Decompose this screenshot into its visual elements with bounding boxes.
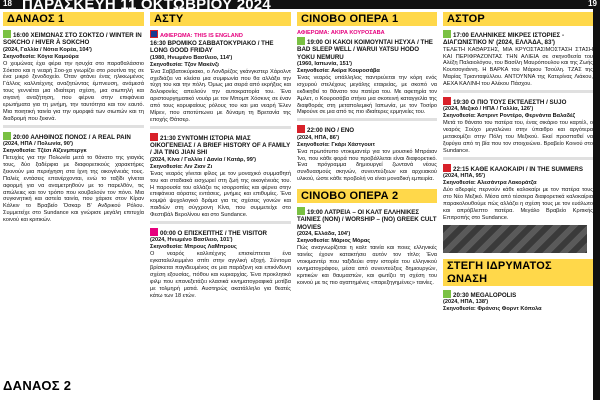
green-square-icon <box>3 132 11 140</box>
screening-entry <box>443 164 593 222</box>
screening-title: 21:30 ΣΥΝΤΟΜΗ ΙΣΤΟΡΙΑ ΜΙΑΣ ΟΙΚΟΓΕΝΕΙΑΣ / A BRIEF HISTORY OF A FAMILY / JIA TING JIAN SHI <box>150 134 291 157</box>
screening-entry <box>297 207 437 286</box>
film-still-image <box>443 225 587 253</box>
screening-meta: (1980, Ηνωμένο Βασίλειο, 114') <box>150 54 233 61</box>
screening-title: 22:00 ΙΝΟ / ENO <box>307 127 355 135</box>
divider <box>150 221 291 224</box>
section-title-cinobo2: CINOBO ΟΠΕΡΑ 2 <box>297 189 437 203</box>
screening-synopsis: Μετά το θάνατο του πατέρα του, ένας σικάριο του καρτέλ, ο νεαρός Σούχο μεγαλώνει στην ύπαιθρο και αργότερα μετακομίζει στην Πόλη του Μεξικού. Εκεί προσπαθεί να ξεφύγει από τη βία που τον στοιχειώνει. Βραβείο Κοινού στο Sundance. <box>443 120 593 154</box>
green-square-icon <box>3 30 11 38</box>
red-square-icon <box>150 133 158 141</box>
page-number-right: 19 <box>588 0 597 8</box>
screening-title: 17:00 ΕΛΛΗΝΙΚΕΣ ΜΙΚΡΕΣ ΙΣΤΟΡΙΕΣ - ΔΙΑΓΩΝΙΣΤΙΚΟ Ν' (2024, ΕΛΛΆΔΑ, 83') <box>443 32 565 47</box>
screening-meta: (2024, Γαλλία / Νότια Κορέα, 104') <box>3 46 92 53</box>
section-title-asty: ΑΣΤΥ <box>150 12 291 26</box>
green-square-icon <box>297 37 305 45</box>
section-title-danaos1: ΔΑΝΑΟΣ 1 <box>3 12 144 26</box>
screening-meta: (2024, Κίνα / Γαλλία / Δανία / Κατάρ, 99') <box>150 156 257 163</box>
screening-meta: (2024, ΗΠΑ, 95') <box>443 173 486 180</box>
screening-title: 19:00 ΛΑΤΡΕΙΑ – ΟΙ ΚΑΛΤ ΕΛΛΗΝΙΚΕΣ ΤΑΙΝΙΕΣ (ΝΟΝ) / WORSHIP – (NO) GREEK CULT MOVIES <box>297 209 437 231</box>
screening-meta: (2024, ΗΠΑ, 138') <box>443 298 489 305</box>
tribute-label: ΑΦΙΕΡΩΜΑ: THIS IS ENGLAND <box>160 33 243 39</box>
divider <box>3 125 144 128</box>
screening-entry <box>443 290 593 313</box>
screening-director: Σκηνοθεσία: Λιν Ζιαν Ζι <box>150 163 213 170</box>
divider <box>297 118 437 121</box>
screening-synopsis: Ο νεαρός καλλιτέχνης επισκέπτεται ένα εγκαταλελειμμένο σπίτι στην αγγλική εξοχή. Σύντομα βρίσκεται παγιδευμένος σε μια παράξενη και επικίνδυνη σχέση εξουσίας, πόθου και κυριαρχίας. Ένα προκλητικό φιλμ που επανεξετάζει κλασικά κινηματογραφικά μοτίβα με τολμηρή ματιά. Αυστηρώς ακατάλληλο για θεατές κάτω των 18 ετών. <box>150 251 291 299</box>
screening-director: Σκηνοθεσία: Μάριος Μόρας <box>297 238 371 245</box>
screening-entry <box>3 30 144 123</box>
screening-synopsis: Ένα πρωτότυπο ντοκιμαντέρ για τον μουσικό Μπράιαν Ίνο, που κάθε φορά που προβάλλεται είναι διαφορετικό. Ένα πρόγραμμα δημιουργεί ζωντανά νέους συνδυασμούς σκηνών, συνεντεύξεων και αρχειακού υλικού, ώστε κάθε προβολή να είναι μοναδική εμπειρία. <box>297 148 437 183</box>
green-square-icon <box>297 207 305 215</box>
screening-meta: (2024, Μεξικό / ΗΠΑ / Γαλλία, 126') <box>443 106 534 113</box>
screening-entry <box>3 132 144 224</box>
screening-title: 19:30 Ο ΠΙΟ ΤΟΥΣ ΕΚΤΕΛΕΣΤΗ / SUJO <box>453 99 567 107</box>
divider <box>150 126 291 129</box>
screening-meta: (2024, ΗΠΑ / Πολωνία, 90') <box>3 141 74 148</box>
page-number-left: 18 <box>3 0 12 8</box>
screening-title: 20:30 MEGALOPOLIS <box>453 291 517 299</box>
tribute-label: ΑΦΙΕΡΩΜΑ: ΑΚΙΡΑ ΚΟΥΡΟΣΑΒΑ <box>297 30 385 36</box>
screening-meta: (2024, ΗΠΑ, 86') <box>297 134 340 141</box>
screening-synopsis: Ένας νεαρός γίνεται φίλος με τον μοναχικό συμμαθητή του και σταδιακά εισχωρεί στη ζωή της οικογένειάς του. Η παρουσία του αλλάζει τις ισορροπίες και φέρνει στην επιφάνεια αόρατες εντάσεις, μνήμες και επιθυμίες. Ένα κομψό ψυχολογικό δράμα για τις σχέσεις γονιών και παιδιών στη σύγχρονη Κίνα, που συμμετείχε στο Φεστιβάλ Βερολίνου και στο Sundance. <box>150 170 291 219</box>
screening-title: 22:15 ΚΑΘΕ ΚΑΛΟΚΑΙΡΙ / IN THE SUMMERS <box>453 165 583 173</box>
screening-title: 19:00 ΟΙ ΚΑΚΟΙ ΚΟΙΜΟΥΝΤΑΙ ΗΣΥΧΑ / THE BAD SLEEP WELL / WARUI YATSU HODO YOKU NEMURU <box>297 39 433 61</box>
red-square-icon <box>443 97 451 105</box>
screening-entry <box>150 133 291 219</box>
screening-director: Σκηνοθεσία: Μπρους ΛαΜπρους <box>150 244 237 251</box>
column-astor <box>443 12 593 400</box>
screening-entry <box>443 30 593 88</box>
screening-entry <box>150 30 291 124</box>
screening-director: Σκηνοθεσία: Ακίρα Κουροσάβα <box>297 67 380 74</box>
column-asty <box>150 12 291 400</box>
header-date: ΠΑΡΑΣΚΕΥΗ 11 ΟΚΤΩΒΡΙΟΥ 2024 <box>22 0 271 9</box>
screening-synopsis: Ένα Σαββατοκύριακο, ο Λονδρέζος γκάνγκστερ Χάρολντ σχεδιάζει να κλείσει μια συμφωνία που θα αλλάξει την τύχη του και την πόλη. Όμως μια σειρά από εκρήξεις και δολοφονίες απειλούν την αυτοκρατορία του. Ένα αριστουργηματικό νουάρ με τον Μπομπ Χόσκινς σε έναν από τους κορυφαίους ρόλους του και μια νεαρή Έλεν Μίρεν, που αποτύπωνει με δύναμη τη Βρετανία της εποχής Θάτσερ. <box>150 68 291 123</box>
screening-director: Σκηνοθεσία: Γκάρι Χάστγουιτ <box>297 141 375 148</box>
column-danaos1 <box>3 12 144 400</box>
column-cinobo <box>297 12 437 400</box>
screening-director: Σκηνοθεσία: Κόγια Καμούρα <box>3 53 79 60</box>
screening-director: Σκηνοθεσία: Άστριντ Ροντέρο, Φερνάντα Βαλαδέζ <box>443 113 576 120</box>
screening-synopsis: Πώς αναγνωρίζεται η καλτ ταινία και ποιες ελληνικές ταινίες έχουν κατακτήσει αυτόν τον τίτλο; Ένα ντοκιμαντέρ που ταξιδεύει στην ιστορία του ελληνικού κινηματογράφου, μέσα από συνεντεύξεις δημιουργών, κριτικών και θαυμαστών, και φωτίζει τη σχέση του κοινού με τις πιο αγαπημένες «παρεξηγημένες» ταινίες. <box>297 245 437 286</box>
screening-entry <box>297 125 437 183</box>
screening-synopsis: ΤΕΛΕΤΗ ΚΑΘΑΡΣΗΣ, ΜΙΑ ΚΡΥΟΣΤΑΣΙΜΟΣΤΑΣΗ ΣΤΑΣΗ ΚΑΙ ΠΕΡΙΦΡΑΖΟΝΤΑΣ ΤΗΝ ΑΛΙΕΙΑ σε σκηνοθεσία του Αλέξη Παλαιολόγου, του Βασίλη Μαυρόπουλου και της Ζωής Κουτσογιάννη. Η ΒΑΡΚΑ του Μάριου Τσούλη. ΤΖΑΣ της Μαρίας Τριανταφύλλου. ΑΝΤΟΥΝΝΑ της Κατερίνας Λιάκου, ΑΕΧΑ ΚΑΛΙΝΗ του Αλέκου Πάσχου. <box>443 46 593 88</box>
section-title-danaos2: ΔΑΝΑΟΣ 2 <box>3 378 72 393</box>
divider <box>443 157 593 160</box>
red-square-icon <box>443 164 451 172</box>
screening-entry <box>150 228 291 300</box>
screening-synopsis: Ένας νεαρός υπάλληλος παντρεύεται την κόρη ενός ισχυρού στελέχους μεγάλης εταιρείας, με σκοπό να εκδικηθεί το θάνατο του πατέρα του. Με αφετηρία τον Άμλετ, ο Κουροσάβα στήνει μια σκοτεινή καταγγελία της διαφθοράς στη μεταπολεμική Ιαπωνία, με τον Τοσίρο Μιφούνε σε μια από τις πιο ιδιαίτερες ερμηνείες του. <box>297 74 437 116</box>
screening-meta: (2024, Ηνωμένο Βασίλειο, 101') <box>150 237 233 244</box>
right-gutter-bar <box>593 9 600 400</box>
section-title-cinobo1: CINOBO ΟΠΕΡΑ 1 <box>297 12 437 26</box>
screening-title: 00:00 Ο ΕΠΙΣΚΕΠΤΗΣ / THE VISITOR <box>160 230 268 238</box>
screening-meta: (1960, Ιαπωνία, 151') <box>297 60 352 67</box>
screening-synopsis: Ο χειμώνας έχει φέρει την ησυχία στο παραθαλάσσιο Σόκτσο και η νεαρή Σοο-χα γνωρίζει στο ρουτίνα της σε ένα μικρό ξενοδοχείο. Όταν φτάνει ένας ηλικιωμένος Γάλλος καλλιτέχνης αναζητώντας έμπνευση, ανάμεσά τους γεννιέται μια ιδιαίτερη σχέση, μια σιωπηλή και σιγανή αναζήτηση, που φέρνει στην επιφάνεια ερωτήματα για τη μνήμη, την ταυτότητα και τον εαυτό. Μια ποιητική ταινία για την ομορφιά των σιωπών και τη διαδρομή που ξεκινά. <box>3 60 144 122</box>
screening-meta: (2024, Ελλάδα, 104') <box>297 231 351 238</box>
divider <box>443 90 593 93</box>
screening-title: 16:30 ΒΡΟΜΙΚΟ ΣΑΒΒΑΤΟΚΥΡΙΑΚΟ / THE LONG GOOD FRIDAY <box>150 40 274 55</box>
screening-director: Σκηνοθεσία: Τζον Μακένζι <box>150 61 219 68</box>
uk-flag-icon <box>150 30 158 38</box>
section-title-astor: ΑΣΤΟΡ <box>443 12 593 26</box>
screening-director: Σκηνοθεσία: Αλεσάντρα Λακοράτζα <box>443 180 537 187</box>
screening-entry <box>443 97 593 155</box>
section-title-onassis: ΣΤΕΓΗ ΙΔΡΥΜΑΤΟΣ ΩΝΑΣΗ <box>443 259 593 286</box>
page-header <box>0 0 600 9</box>
screening-title: 16:00 ΧΕΙΜΩΝΑΣ ΣΤΟ ΣΟΚΤΣΟ / WINTER IN SOKCHO / HIVER À SOKCHO <box>3 32 142 47</box>
green-square-icon <box>443 30 451 38</box>
pink-square-icon <box>150 228 158 236</box>
red-square-icon <box>297 125 305 133</box>
screening-synopsis: Πετυχίες για την Πολωνία μετά το θάνατο της γιαγιάς τους, δύο ξαδέρφια με διαφορετικούς χαρακτήρες ξεκινούν μια περιήγηση στα ίχνη της οικογένειάς τους. Παλιές εντάσεις επανέρχονται, ενώ το ταξίδι γίνεται αφορμή για να αναμετρηθούν με το παρελθόν, τις απώλειες και τον τρόπο που κουβαλούν τον πόνο. Μια συγκινητική και αστεία ταινία, που χάρισε στον Κίραν Κάλκιν το Βραβείο Όσκαρ Β' Ανδρικού Ρόλου. Συμμετείχε στο Sundance και γνώρισε μεγάλη επιτυχία κοινού και κριτικών. <box>3 155 144 224</box>
screening-title: 20:00 ΑΛΗΘΙΝΟΣ ΠΟΝΟΣ / A REAL PAIN <box>13 133 131 141</box>
screening-entry <box>297 30 437 116</box>
screening-director: Σκηνοθεσία: Τζέσι Αϊζενμπεργκ <box>3 148 87 155</box>
screening-synopsis: Δύο αδερφές περνούν κάθε καλοκαίρι με τον πατέρα τους στο Νέο Μεξικό. Μέσα από τέσσερα διαφορετικά καλοκαίρια παρακολουθούμε πώς αλλάζει η σχέση τους με τον ευάλωτο και απρόβλεπτο πατέρα. Μεγάλο Βραβείο Κριτικής Επιτροπής στο Sundance. <box>443 187 593 221</box>
green-square-icon <box>443 290 451 298</box>
screening-director: Σκηνοθεσία: Φράνσις Φορντ Κόπολα <box>443 305 542 312</box>
